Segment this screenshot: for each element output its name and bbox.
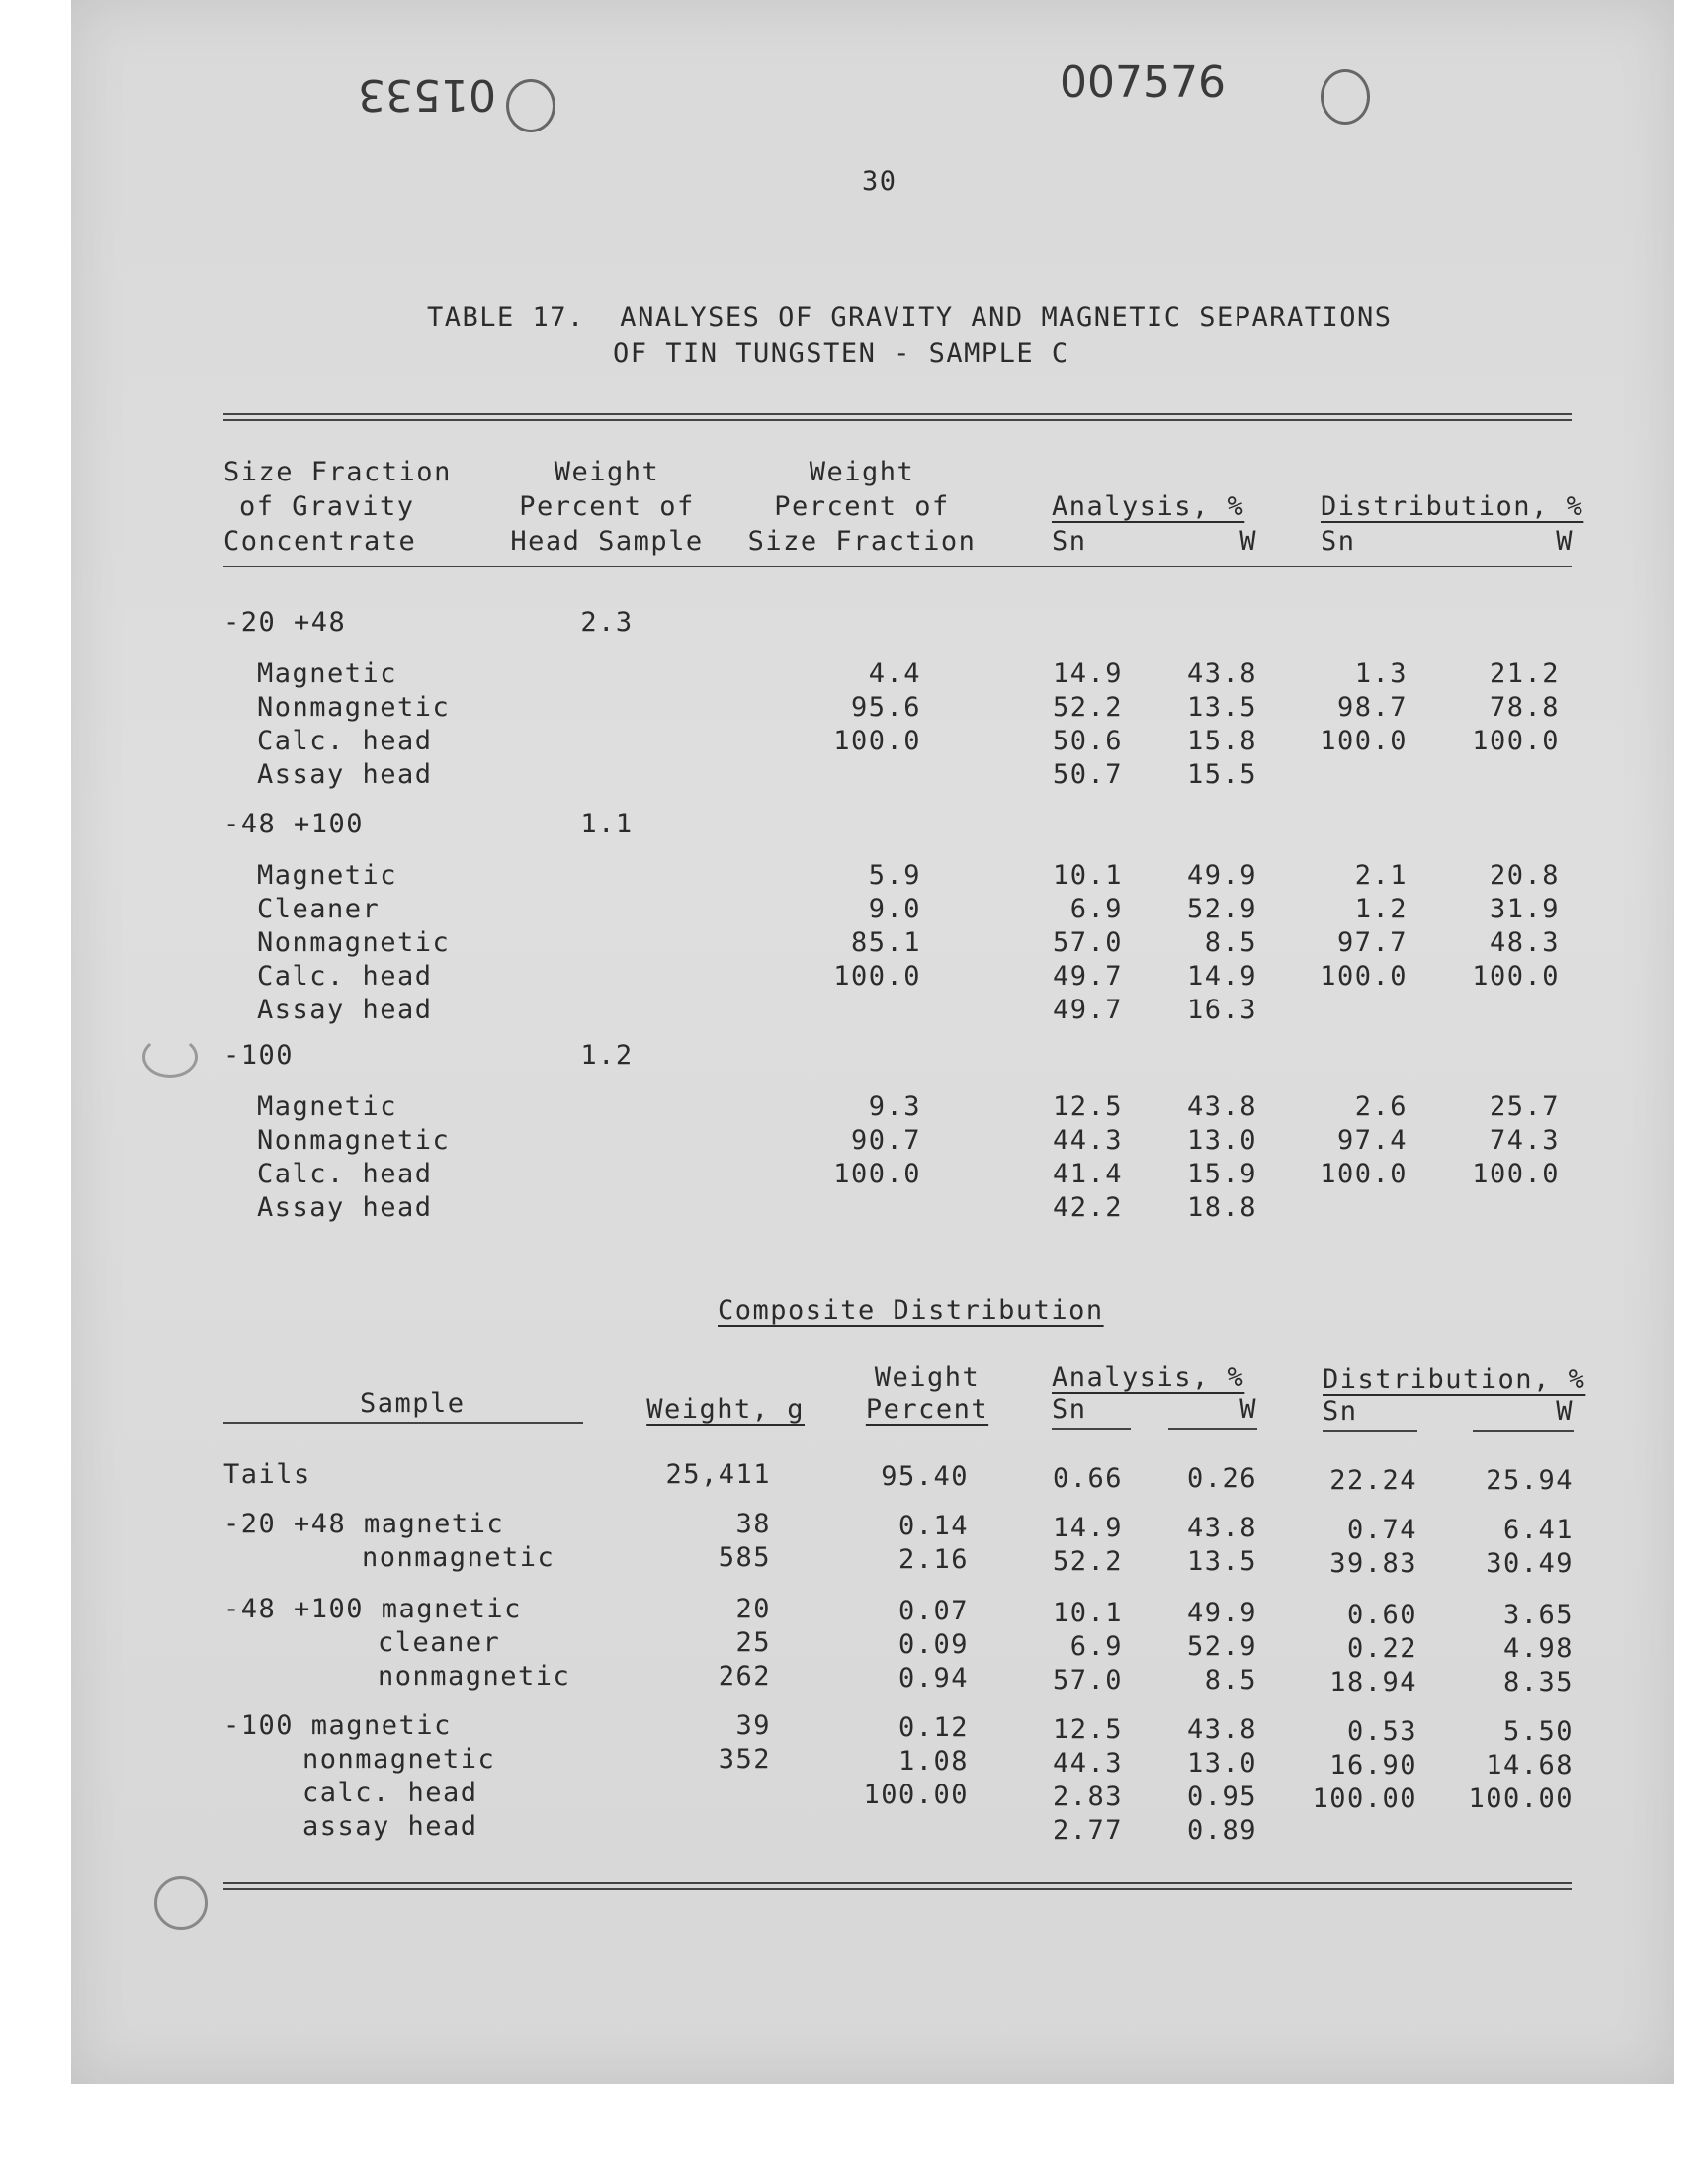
analysis-w: 43.8 (1186, 658, 1257, 689)
header-size-fraction: Concentrate (223, 526, 417, 557)
analysis-sn: 2.83 (1052, 1782, 1123, 1812)
analysis-sn: 52.2 (1052, 692, 1123, 723)
size-fraction-label: -48 +100 (223, 809, 365, 839)
header-distribution-w: W (1556, 526, 1574, 557)
analysis-w: 8.5 (1204, 1665, 1257, 1696)
header-weight-head: Percent of (519, 491, 695, 522)
analysis-w: 15.8 (1186, 726, 1257, 756)
w-underline (1473, 1430, 1574, 1432)
punch-hole-icon (154, 1876, 208, 1930)
size-fraction-percent: 100.0 (833, 961, 921, 992)
punch-hole-icon (1321, 69, 1370, 125)
w-underline (1168, 1428, 1257, 1430)
analysis-sn: 2.77 (1052, 1815, 1123, 1846)
size-fraction-percent: 85.1 (850, 927, 921, 958)
analysis-sn: 44.3 (1052, 1748, 1123, 1779)
distribution-w: 25.94 (1486, 1465, 1574, 1496)
header-weight-g: Weight, g (646, 1394, 805, 1425)
header-analysis-w: W (1239, 1394, 1257, 1425)
analysis-sn: 6.9 (1069, 894, 1123, 924)
analysis-w: 49.9 (1186, 860, 1257, 891)
header-distribution: Distribution, % (1323, 1364, 1586, 1395)
analysis-sn: 14.9 (1052, 658, 1123, 689)
distribution-w: 21.2 (1489, 658, 1560, 689)
weight-percent: 0.09 (897, 1629, 969, 1660)
distribution-sn: 0.60 (1346, 1600, 1417, 1630)
distribution-w: 100.00 (1468, 1784, 1574, 1814)
sample-label: cleaner (378, 1627, 501, 1658)
analysis-sn: 10.1 (1052, 860, 1123, 891)
distribution-sn: 100.0 (1320, 961, 1408, 992)
distribution-sn: 0.74 (1346, 1515, 1417, 1545)
analysis-w: 18.8 (1186, 1192, 1257, 1223)
size-fraction-percent: 95.6 (850, 692, 921, 723)
header-analysis-sn: Sn (1052, 526, 1087, 557)
sample-label: -48 +100 magnetic (223, 1594, 522, 1624)
analysis-sn: 14.9 (1052, 1513, 1123, 1543)
header-weight-size: Weight (809, 457, 915, 487)
distribution-sn: 98.7 (1336, 692, 1408, 723)
distribution-sn: 2.6 (1354, 1091, 1408, 1122)
weight-g: 38 (735, 1509, 771, 1539)
size-fraction-label: -100 (223, 1040, 295, 1071)
distribution-sn: 2.1 (1354, 860, 1408, 891)
distribution-sn: 97.4 (1336, 1125, 1408, 1156)
sn-underline (1052, 1428, 1131, 1430)
header-distribution-w: W (1556, 1396, 1574, 1427)
sample-label: -20 +48 magnetic (223, 1509, 505, 1539)
header-distribution: Distribution, % (1321, 491, 1584, 522)
size-fraction-percent: 100.0 (833, 1159, 921, 1189)
size-fraction-percent: 5.9 (868, 860, 921, 891)
head-sample-percent: 1.1 (580, 809, 634, 839)
punch-hole-icon (506, 79, 555, 132)
bottom-double-rule (223, 1882, 1572, 1890)
row-label: Magnetic (257, 658, 398, 689)
sample-underline (223, 1422, 583, 1424)
distribution-w: 30.49 (1486, 1548, 1574, 1579)
distribution-w: 100.0 (1472, 1159, 1560, 1189)
distribution-sn: 18.94 (1329, 1667, 1417, 1697)
distribution-w: 100.0 (1472, 726, 1560, 756)
row-label: Magnetic (257, 860, 398, 891)
header-rule (223, 566, 1572, 567)
size-fraction-percent: 4.4 (868, 658, 921, 689)
distribution-w: 8.35 (1502, 1667, 1574, 1697)
distribution-sn: 0.22 (1346, 1633, 1417, 1664)
distribution-w: 74.3 (1489, 1125, 1560, 1156)
distribution-sn: 0.53 (1346, 1716, 1417, 1747)
header-size-fraction: of Gravity (239, 491, 415, 522)
size-fraction-percent: 90.7 (850, 1125, 921, 1156)
analysis-sn: 49.7 (1052, 995, 1123, 1025)
analysis-w: 16.3 (1186, 995, 1257, 1025)
sn-underline (1323, 1430, 1417, 1432)
distribution-w: 78.8 (1489, 692, 1560, 723)
weight-percent: 1.08 (897, 1746, 969, 1777)
header-analysis-sn: Sn (1052, 1394, 1087, 1425)
header-weight-size: Size Fraction (747, 526, 977, 557)
weight-percent: 2.16 (897, 1544, 969, 1575)
top-double-rule (223, 413, 1572, 421)
header-weight-size: Percent of (774, 491, 950, 522)
analysis-sn: 52.2 (1052, 1546, 1123, 1577)
distribution-w: 5.50 (1502, 1716, 1574, 1747)
analysis-sn: 57.0 (1052, 1665, 1123, 1696)
page-number: 30 (862, 166, 897, 197)
weight-g: 262 (718, 1661, 771, 1692)
analysis-w: 52.9 (1186, 1631, 1257, 1662)
weight-percent: 95.40 (881, 1461, 969, 1492)
distribution-w: 14.68 (1486, 1750, 1574, 1781)
analysis-w: 43.8 (1186, 1091, 1257, 1122)
header-weight-head: Head Sample (510, 526, 704, 557)
table-title-line2: OF TIN TUNGSTEN - SAMPLE C (613, 338, 1069, 369)
analysis-w: 15.9 (1186, 1159, 1257, 1189)
analysis-sn: 12.5 (1052, 1091, 1123, 1122)
distribution-sn: 97.7 (1336, 927, 1408, 958)
analysis-sn: 50.7 (1052, 759, 1123, 790)
row-label: Magnetic (257, 1091, 398, 1122)
analysis-sn: 10.1 (1052, 1598, 1123, 1628)
header-analysis: Analysis, % (1052, 491, 1245, 522)
header-weight-head: Weight (554, 457, 660, 487)
row-label: Assay head (257, 1192, 433, 1223)
distribution-sn: 1.3 (1354, 658, 1408, 689)
sample-label: assay head (302, 1811, 478, 1842)
weight-g: 39 (735, 1710, 771, 1741)
weight-percent: 0.94 (897, 1663, 969, 1694)
size-fraction-percent: 9.0 (868, 894, 921, 924)
distribution-sn: 1.2 (1354, 894, 1408, 924)
distribution-sn: 22.24 (1329, 1465, 1417, 1496)
weight-g: 25 (735, 1627, 771, 1658)
composite-title: Composite Distribution (718, 1295, 1104, 1326)
distribution-w: 25.7 (1489, 1091, 1560, 1122)
analysis-w: 13.0 (1186, 1125, 1257, 1156)
weight-percent: 100.00 (863, 1780, 969, 1810)
weight-g: 585 (718, 1542, 771, 1573)
analysis-w: 14.9 (1186, 961, 1257, 992)
header-distribution-sn: Sn (1321, 526, 1356, 557)
analysis-w: 15.5 (1186, 759, 1257, 790)
weight-g: 25,411 (665, 1459, 771, 1490)
distribution-sn: 100.00 (1312, 1784, 1417, 1814)
analysis-sn: 49.7 (1052, 961, 1123, 992)
analysis-w: 8.5 (1204, 927, 1257, 958)
weight-percent: 0.12 (897, 1712, 969, 1743)
sample-label: Tails (223, 1459, 311, 1490)
weight-percent: 0.14 (897, 1511, 969, 1541)
analysis-sn: 44.3 (1052, 1125, 1123, 1156)
header-analysis-w: W (1239, 526, 1257, 557)
stamp-right: 007576 (1060, 57, 1226, 108)
row-label: Nonmagnetic (257, 927, 451, 958)
weight-percent: 0.07 (897, 1596, 969, 1626)
analysis-sn: 50.6 (1052, 726, 1123, 756)
row-label: Assay head (257, 759, 433, 790)
size-fraction-percent: 9.3 (868, 1091, 921, 1122)
analysis-w: 49.9 (1186, 1598, 1257, 1628)
analysis-sn: 57.0 (1052, 927, 1123, 958)
sample-label: -100 magnetic (223, 1710, 452, 1741)
row-label: Calc. head (257, 726, 433, 756)
distribution-sn: 100.0 (1320, 726, 1408, 756)
analysis-w: 0.89 (1186, 1815, 1257, 1846)
stamp-left: 01533 (358, 69, 496, 120)
row-label: Nonmagnetic (257, 1125, 451, 1156)
sample-label: nonmagnetic (302, 1744, 496, 1775)
size-fraction-label: -20 +48 (223, 607, 347, 638)
sample-label: nonmagnetic (362, 1542, 555, 1573)
row-label: Cleaner (257, 894, 381, 924)
weight-g: 20 (735, 1594, 771, 1624)
header-analysis: Analysis, % (1052, 1362, 1245, 1393)
distribution-w: 20.8 (1489, 860, 1560, 891)
analysis-w: 13.5 (1186, 1546, 1257, 1577)
header-size-fraction: Size Fraction (223, 457, 452, 487)
analysis-w: 52.9 (1186, 894, 1257, 924)
analysis-w: 0.95 (1186, 1782, 1257, 1812)
sample-label: calc. head (302, 1778, 478, 1808)
analysis-w: 13.5 (1186, 692, 1257, 723)
distribution-w: 48.3 (1489, 927, 1560, 958)
distribution-sn: 100.0 (1320, 1159, 1408, 1189)
weight-g: 352 (718, 1744, 771, 1775)
analysis-sn: 6.9 (1069, 1631, 1123, 1662)
row-label: Calc. head (257, 1159, 433, 1189)
head-sample-percent: 2.3 (580, 607, 634, 638)
analysis-w: 0.26 (1186, 1463, 1257, 1494)
distribution-w: 4.98 (1502, 1633, 1574, 1664)
header-weight-percent: Weight (874, 1362, 981, 1393)
analysis-sn: 41.4 (1052, 1159, 1123, 1189)
analysis-w: 43.8 (1186, 1714, 1257, 1745)
distribution-w: 3.65 (1502, 1600, 1574, 1630)
analysis-sn: 12.5 (1052, 1714, 1123, 1745)
analysis-w: 13.0 (1186, 1748, 1257, 1779)
analysis-sn: 0.66 (1052, 1463, 1123, 1494)
sample-label: nonmagnetic (378, 1661, 571, 1692)
distribution-w: 31.9 (1489, 894, 1560, 924)
punch-hole-icon (142, 1036, 198, 1078)
document-page (71, 0, 1674, 2084)
header-distribution-sn: Sn (1323, 1396, 1358, 1427)
row-label: Assay head (257, 995, 433, 1025)
distribution-sn: 16.90 (1329, 1750, 1417, 1781)
analysis-w: 43.8 (1186, 1513, 1257, 1543)
distribution-w: 6.41 (1502, 1515, 1574, 1545)
size-fraction-percent: 100.0 (833, 726, 921, 756)
row-label: Calc. head (257, 961, 433, 992)
header-weight-percent: Percent (865, 1394, 989, 1425)
head-sample-percent: 1.2 (580, 1040, 634, 1071)
distribution-sn: 39.83 (1329, 1548, 1417, 1579)
distribution-w: 100.0 (1472, 961, 1560, 992)
header-sample: Sample (360, 1388, 466, 1419)
table-title-line1: TABLE 17. ANALYSES OF GRAVITY AND MAGNETIC SEPARATIONS (427, 303, 1393, 333)
row-label: Nonmagnetic (257, 692, 451, 723)
analysis-sn: 42.2 (1052, 1192, 1123, 1223)
